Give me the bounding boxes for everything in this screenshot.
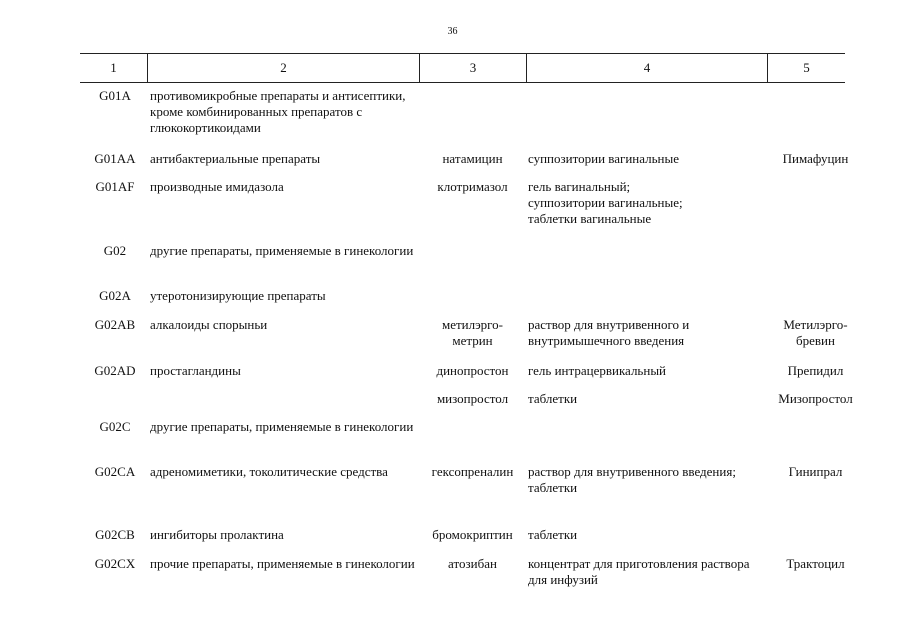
- header-col-3: 3: [420, 54, 527, 82]
- atc-code-cell: G01A: [99, 88, 131, 103]
- dosage-form-cell: таблетки: [528, 527, 578, 542]
- atc-group-cell: алкалоиды спорыньи: [150, 317, 268, 332]
- atc-code-cell: G01AA: [94, 151, 136, 166]
- dosage-form-cell: гель вагинальный; суппозитории вагинальные; таблетки вагинальные: [528, 179, 683, 226]
- dosage-form-cell: гель интрацервикальный: [528, 363, 667, 378]
- substance-cell: метилэрго- метрин: [441, 317, 504, 348]
- atc-group-cell: утеротонизирующие препараты: [150, 288, 326, 303]
- atc-group-cell: ингибиторы пролактина: [150, 527, 284, 542]
- substance-cell: клотримазол: [437, 179, 508, 194]
- trade-name-cell: Мизопростол: [778, 391, 853, 406]
- atc-group-cell: адреномиметики, токолитические средства: [150, 464, 388, 479]
- substance-cell: мизопростол: [436, 391, 509, 406]
- dosage-form-cell: суппозитории вагинальные: [528, 151, 680, 166]
- atc-group-cell: производные имидазола: [150, 179, 284, 194]
- atc-group-cell: противомикробные препараты и антисептики, кроме комбинированных препаратов с глюкокортикоидами: [150, 88, 406, 135]
- trade-name-cell: Метилэрго- бревин: [783, 317, 848, 348]
- header-col-5: 5: [803, 60, 810, 75]
- atc-code-cell: G02C: [99, 419, 131, 434]
- substance-cell: бромокриптин: [432, 527, 513, 542]
- header-col-2: 2: [148, 54, 420, 82]
- atc-code-cell: G02AD: [94, 363, 136, 378]
- atc-group-cell: другие препараты, применяемые в гинекологии: [150, 419, 414, 434]
- trade-name-cell: Препидил: [787, 363, 844, 378]
- atc-code-cell: G02CB: [95, 527, 135, 542]
- atc-code-cell: G02AB: [94, 317, 136, 332]
- atc-code-cell: G02: [103, 243, 127, 258]
- substance-cell: натамицин: [442, 151, 503, 166]
- atc-group-cell: антибактериальные препараты: [150, 151, 321, 166]
- trade-name-cell: Гинипрал: [788, 464, 843, 479]
- header-col-1: 1: [80, 54, 148, 82]
- atc-code-cell: G02CA: [94, 464, 136, 479]
- dosage-form-cell: таблетки: [528, 391, 578, 406]
- atc-group-cell: другие препараты, применяемые в гинекологии: [150, 243, 414, 258]
- table-header: [80, 53, 845, 83]
- page-number: 36: [447, 26, 458, 37]
- dosage-form-cell: концентрат для приготовления раствора для инфузий: [528, 556, 750, 587]
- substance-cell: динопростон: [436, 363, 509, 378]
- substance-cell: атозибан: [448, 556, 497, 571]
- trade-name-cell: Пимафуцин: [782, 151, 849, 166]
- atc-group-cell: прочие препараты, применяемые в гинекологии: [150, 556, 415, 571]
- atc-code-cell: G02A: [99, 288, 131, 303]
- atc-group-cell: простагландины: [150, 363, 241, 378]
- atc-code-cell: G01AF: [95, 179, 135, 194]
- header-col-4: 4: [527, 54, 768, 82]
- atc-code-cell: G02CX: [94, 556, 136, 571]
- dosage-form-cell: раствор для внутривенного и внутримышечного введения: [528, 317, 690, 348]
- trade-name-cell: Трактоцил: [786, 556, 845, 571]
- substance-cell: гексопреналин: [431, 464, 514, 479]
- dosage-form-cell: раствор для внутривенного введения; таблетки: [528, 464, 736, 495]
